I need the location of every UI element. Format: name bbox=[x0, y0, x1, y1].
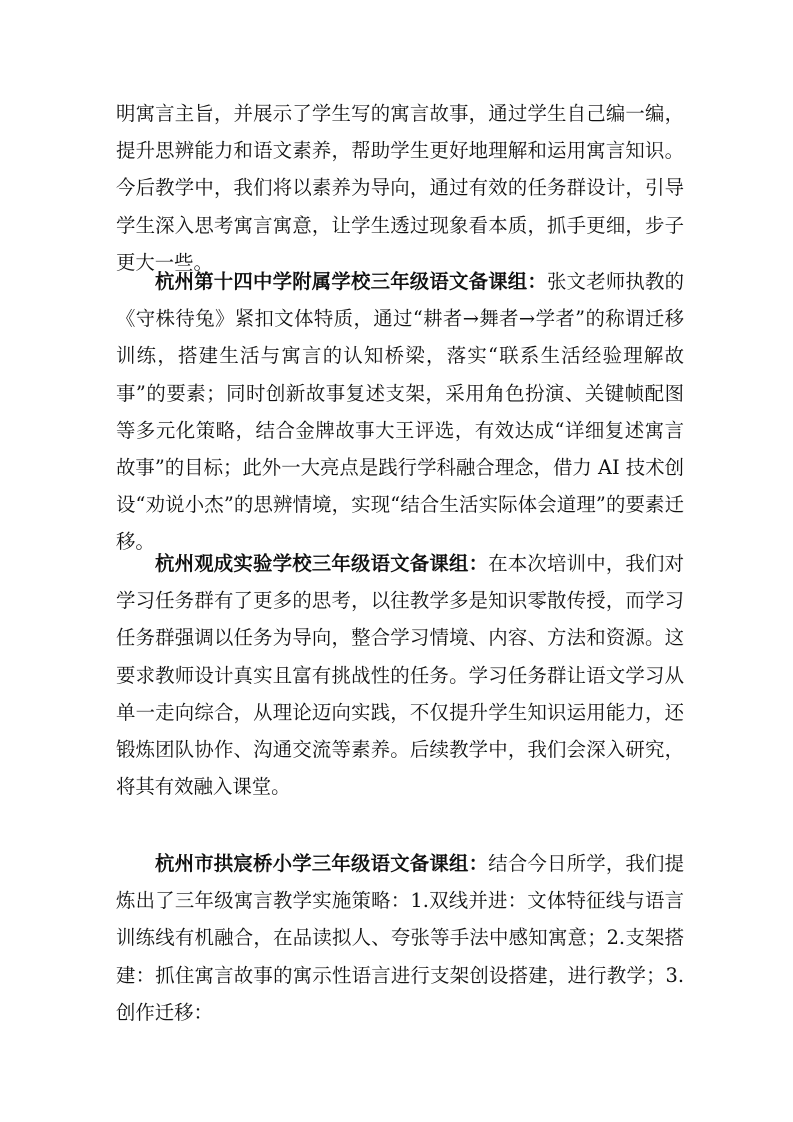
paragraph-lead: 杭州第十四中学附属学校三年级语文备课组： bbox=[155, 270, 548, 293]
paragraph-text: 在本次培训中，我们对学习任务群有了更多的思考，以往教学多是知识零散传授，而学习任务群强调以任务为导向，整合学习情境、内容、方法和资源。这要求教师设计真实且富有挑战性的任务。学习任务群让语文学习从单一走向综合，从理论迈向实践，不仅提升学生知识运用能力，还锻炼团队协作、沟通交流等素养。后续教学中，我们会深入研究，将其有效融入课堂。 bbox=[116, 552, 685, 799]
paragraph-text: 结合今日所学，我们提炼出了三年级寓言教学实施策略：1.双线并进：文体特征线与语言训练线有机融合，在品读拟人、夸张等手法中感知寓意；2.支架搭建：抓住寓言故事的寓示性语言进行支架创设搭建，进行教学；3.创作迁移： bbox=[116, 852, 685, 1024]
paragraph-lead: 杭州观成实验学校三年级语文备课组： bbox=[155, 552, 489, 575]
paragraph-hangzhou-14th-middle-school bbox=[116, 263, 684, 561]
paragraph-lead: 杭州市拱宸桥小学三年级语文备课组： bbox=[155, 852, 489, 875]
paragraph-guancheng-experimental-school bbox=[116, 545, 684, 805]
paragraph-text: 明寓言主旨，并展示了学生写的寓言故事，通过学生自己编一编，提升思辨能力和语文素养，帮助学生更好地理解和运用寓言知识。今后教学中，我们将以素养为导向，通过有效的任务群设计，引导学生深入思考寓言寓意，让学生透过现象看本质，抓手更细，步子更大一些。 bbox=[116, 102, 684, 274]
paragraph-continuation bbox=[116, 95, 684, 281]
paragraph-gongchenqiao-primary-school bbox=[116, 845, 684, 1031]
paragraph-text: 张文老师执教的《守株待兔》紧扣文体特质，通过“耕者→舞者→学者”的称谓迁移训练，搭建生活与寓言的认知桥梁，落实“联系生活经验理解故事”的要素；同时创新故事复述支架，采用角色扮演、关键帧配图等多元化策略，结合金牌故事大王评选，有效达成“详细复述寓言故事”的目标；此外一大亮点是践行学科融合理念，借力 AI 技术创设“劝说小杰”的思辨情境，实现“结合生活实际体会道理”的要素迁移。 bbox=[116, 270, 685, 554]
